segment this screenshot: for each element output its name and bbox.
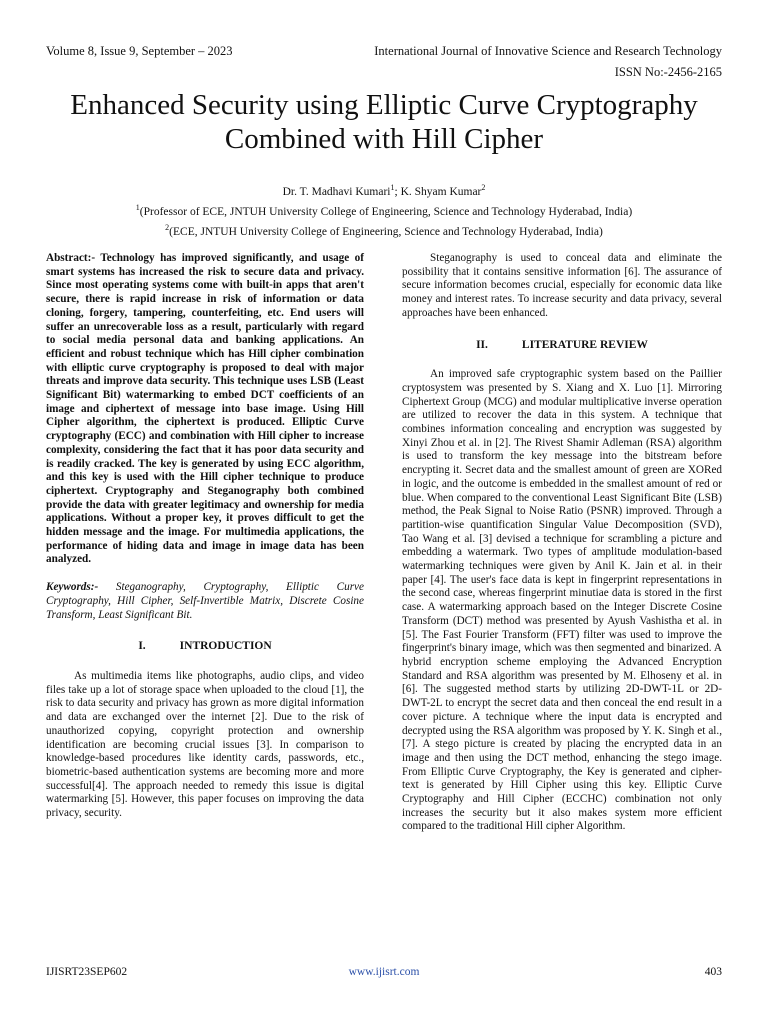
volume-info: Volume 8, Issue 9, September – 2023 xyxy=(46,44,233,58)
issn: ISSN No:-2456-2165 xyxy=(614,65,722,79)
section-number: II. xyxy=(476,338,488,351)
right-column xyxy=(402,252,722,846)
affiliation-2 xyxy=(46,220,722,240)
section-heading-literature-review xyxy=(402,339,722,353)
author-2-sup: 2 xyxy=(481,183,486,192)
author-line xyxy=(46,180,722,200)
keywords-text: Steganography, Cryptography, Elliptic Curve Cryptography, Hill Cipher, Self-Invertible Matrix, Discrete Cosine Transform, Least Significant Bit. xyxy=(46,581,364,621)
intro-paragraph-2: Steganography is used to conceal data and eliminate the possibility that it contains sensitive information [6]. The assurance of secure information becomes crucial, especially for economic data like money and interest rates. To increase security and data privacy, several approaches have been enhanced. xyxy=(402,252,722,319)
affiliation-2-sup: 2 xyxy=(165,222,170,232)
section-heading-introduction xyxy=(46,640,364,654)
author-separator: ; xyxy=(394,185,401,198)
page-number: 403 xyxy=(704,966,722,978)
affiliation-1-text: (Professor of ECE, JNTUH University College of Engineering, Science and Technology Hyderabad, India) xyxy=(139,205,633,218)
journal-name: International Journal of Innovative Science and Research Technology xyxy=(374,44,722,58)
keywords xyxy=(46,581,364,622)
author-block xyxy=(46,180,722,239)
title-line-2: Combined with Hill Cipher xyxy=(224,123,544,155)
paper-id: IJISRT23SEP602 xyxy=(46,966,128,978)
left-column xyxy=(46,252,364,833)
literature-paragraph-1: An improved safe cryptographic system based on the Paillier cryptosystem was presented by S. Xiang and X. Luo [1]. Mirroring Ciphertext Group (MCG) and modular multiplicative inverse operation are utilized to recover the data in this system. A technique that combines information concealing and encryption was suggested by Xinyi Zhou et al. in [2]. The Rivest Shamir Adleman (RSA) algorithm is used to transform the key message into the bitstream before encrypting it. Secret data and the smallest amount of green are XORed in logic, and the outcome is embedded in the smallest amount of red or blue. When compared to the conventional Least Significant Bite (LSB) method, the Peak Signal to Noise Ratio (PSNR) improved. Through a partition-wise quantification Singular Value Decomposition (SVD), Tao Wang et al. [3] devised a technique for scrambling a picture and embedding a watermark. Two types of amplitude modulation-based watermarking techniques were given by Anil K. Jain et al. in their paper [4]. The user's face data is kept in fingerprint representations in the second case, whereas fingerprint minutiae data is stored in the first case. A watermarking approach based on the Integer Discrete Cosine Transform (DCT) method was presented by Ayush Vashistha et al. in [5]. The Fast Fourier Transform (FFT) filter was used to improve the fingerprint's binary image, which was then segmented and binarized. A hybrid encryption scheme employing the Advanced Encryption Standard and RSA algorithm was presented by M. Elhoseny et al. in [6]. The suggested method starts by utilizing 2D-DWT-1L or 2D-DWT-2L to encrypt the secret data and then conceal the end result in a cover picture. A technique where the input data is encrypted and decrypted using the RSA algorithm was proposed by Y. K. Singh et al., [7]. A stego picture is created by placing the encrypted data in an image and then using the DCT method, enhancing the stego image. From Elliptic Curve Cryptography, the Key is generated and cipher-text is generated by Hill Cipher using this key. Elliptic Curve Cryptography and Hill Cipher (ECCHC) combination not only increases the security but it also makes system more efficient compared to the traditional Hill cipher Algorithm. xyxy=(402,368,722,833)
journal-url-link[interactable]: www.ijisrt.com xyxy=(348,966,420,978)
paper-title xyxy=(30,88,738,156)
title-line-1: Enhanced Security using Elliptic Curve Cryptography xyxy=(70,89,698,121)
author-1: Dr. T. Madhavi Kumari xyxy=(282,185,391,198)
keywords-label: Keywords:- xyxy=(46,581,99,594)
author-1-sup: 1 xyxy=(390,183,395,192)
section-number: I. xyxy=(138,640,146,653)
abstract: Abstract:- Technology has improved significantly, and usage of smart systems has increased the risk to secure data and privacy. Since most operating systems come with built-in apps that aren't secure, there is rapid increase in risk of information or data cloning, forgery, tampering, counterfeiting, etc. End users will suffer an unrecoverable loss as a result, particularly with regard to social media personal data and banking applications. An efficient and robust technique which has Hill cipher combination with elliptic curve cryptography is proposed to deal with major threats and improve data security. This technique uses LSB (Least Significant Bit) watermarking to embed DCT coefficients of an image and ciphertext of message into base image. Using Hill Cipher algorithm, the ciphertext is produced. Elliptic Curve cryptography (ECC) and combination with Hill cipher to increase complexity, considering the fact that it has poor data security and is readily cracked. The key is generated by using ECC algorithm, and this key is used with the Hill cipher technique to produce ciphertext. Cryptography and Steganography both combined provide the data with greater legitimacy and ownership for media applications. Without a proper key, it proves difficult to get the hidden message and the image. For multimedia applications, the performance of hiding data and image in image data has been analyzed. xyxy=(46,252,364,566)
section-title: LITERATURE REVIEW xyxy=(521,338,648,351)
affiliation-1 xyxy=(46,200,722,220)
intro-paragraph-1: As multimedia items like photographs, audio clips, and video files take up a lot of storage space when uploaded to the cloud [1], the risk to data security and privacy has grown as more digital information and data are exchanged over the internet [2]. Due to the risk of unauthorized copying, copyright protection and ownership identification are becoming crucial issues [3]. In comparison to knowledge-based procedures like identity cards, passwords, etc., biometric-based authentication systems are becoming more and more successful[4]. The approach needed to remedy this issue is digital watermarking [5]. However, this paper focuses on improving the data privacy, security. xyxy=(46,669,364,820)
section-title: INTRODUCTION xyxy=(179,640,272,653)
author-2: K. Shyam Kumar xyxy=(400,185,482,198)
affiliation-2-text: (ECE, JNTUH University College of Engineering, Science and Technology Hyderabad, India) xyxy=(169,225,603,238)
affiliation-1-sup: 1 xyxy=(135,202,140,212)
